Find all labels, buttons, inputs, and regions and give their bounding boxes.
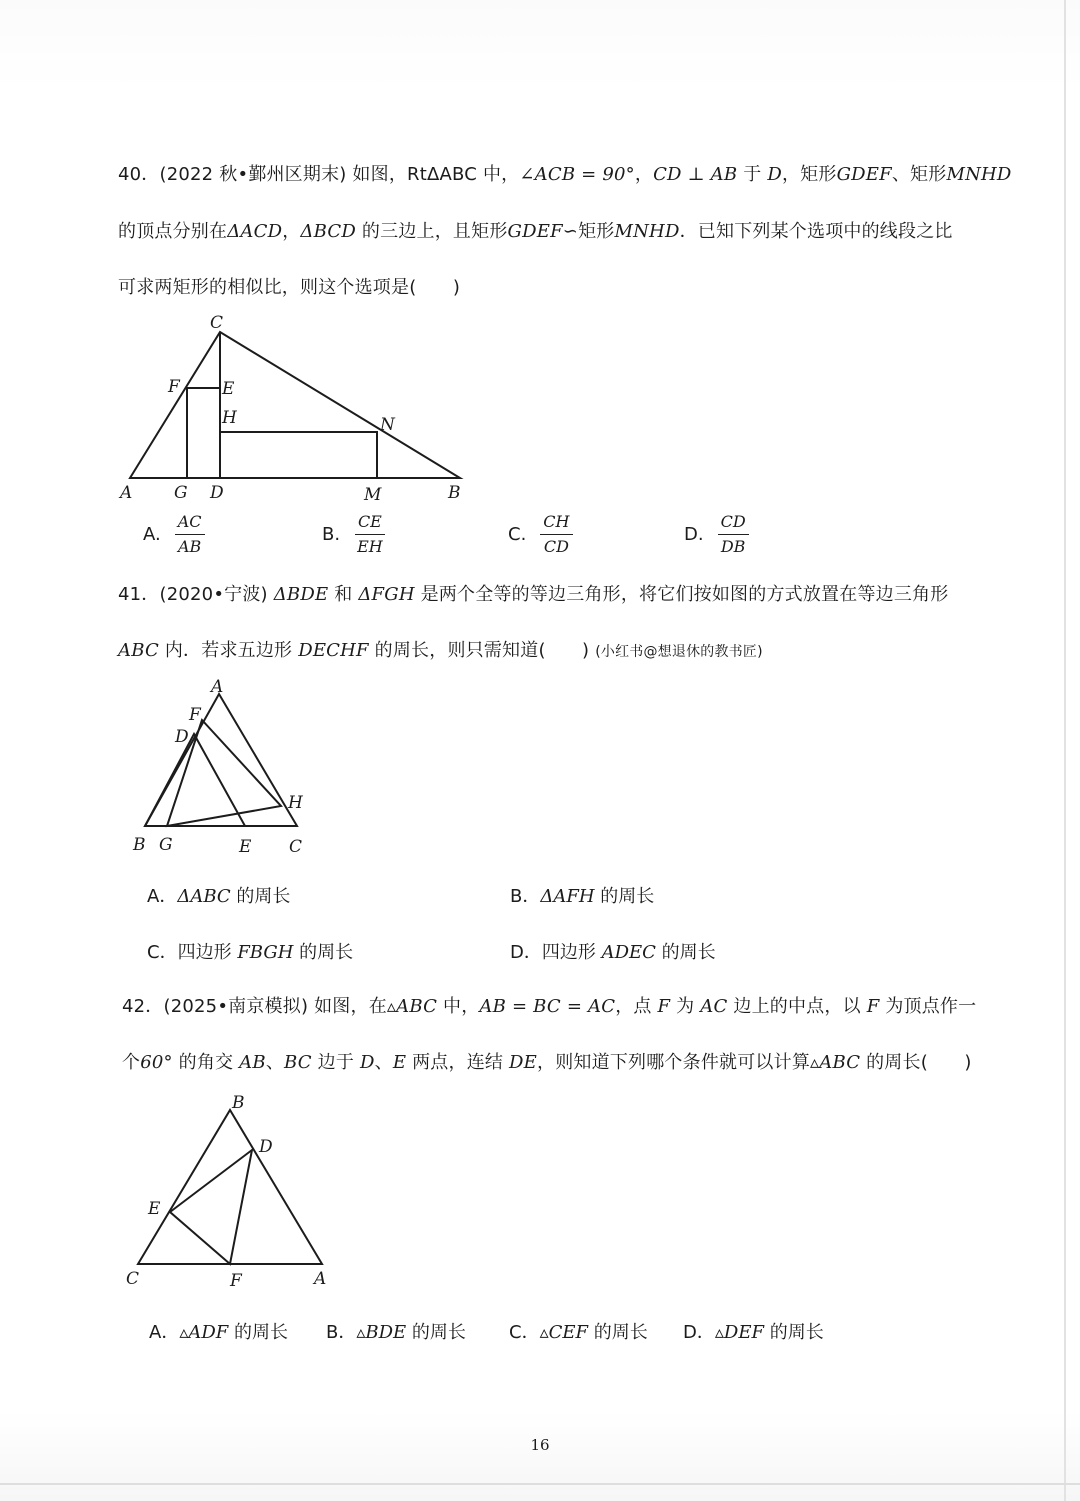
label-G: G [174,483,188,503]
triangle-abc [130,332,460,478]
label-B: B [232,1093,245,1113]
label-A: A [120,483,133,503]
label-H: H [288,793,303,813]
watermark-note: (小红书@想退休的教书匠) [595,644,763,660]
label-A: A [211,677,224,697]
q41-option-a[interactable]: A．ΔABC 的周长 [147,886,291,907]
q40-option-d[interactable]: D. $\frac{CD}{DB}$ [684,512,749,557]
label-E: E [148,1199,161,1219]
q42-figure [118,1088,348,1293]
label-G: G [159,835,173,855]
q42-option-a[interactable]: A．▵ADF 的周长 [149,1322,289,1343]
label-N: N [380,415,395,435]
q41-figure [125,672,325,862]
triangle-def [170,1150,252,1264]
label-B: B [133,835,146,855]
label-C: C [210,313,224,333]
q42-line-2: 个60° 的角交 AB、BC 边于 D、E 两点，连结 DE，则知道下列哪个条件就可以计算▵ABC 的周长( ) [122,1052,972,1073]
q40-figure [110,306,480,506]
label-F: F [230,1271,242,1291]
label-D: D [259,1137,273,1157]
label-E: E [239,837,252,857]
label-F: F [168,377,180,397]
label-F: F [189,705,201,725]
q42-option-d[interactable]: D．▵DEF 的周长 [683,1322,824,1343]
q40-option-b[interactable]: B. $\frac{CE}{EH}$ [322,512,386,557]
triangle-bde [145,734,245,826]
q42-line-1: 42．(2025•南京模拟) 如图，在▵ABC 中，AB = BC = AC，点 F 为 AC 边上的中点，以 F 为顶点作一 [122,996,977,1017]
label-E: E [222,379,235,399]
q42-option-c[interactable]: C．▵CEF 的周长 [509,1322,648,1343]
label-H: H [222,408,237,428]
q40-line-2: 的顶点分别在ΔACD，ΔBCD 的三边上，且矩形GDEF∽矩形MNHD．已知下列某个选项中的线段之比 [118,221,953,242]
rectangle-mnhd [220,432,377,478]
q41-option-c[interactable]: C．四边形 FBGH 的周长 [147,942,354,963]
q41-option-b[interactable]: B．ΔAFH 的周长 [510,886,655,907]
rectangle-gdef [187,388,220,478]
page-edge [0,1483,1080,1485]
q41-option-d[interactable]: D．四边形 ADEC 的周长 [510,942,716,963]
label-A: A [314,1269,327,1289]
q40-option-c[interactable]: C. $\frac{CH}{CD}$ [508,512,573,557]
label-D: D [175,727,189,747]
q42-option-b[interactable]: B．▵BDE 的周长 [326,1322,466,1343]
q40-option-a[interactable]: A. $\frac{AC}{AB}$ [143,512,205,557]
q41-line-2: ABC 内．若求五边形 DECHF 的周长，则只需知道( ) (小红书@想退休的教书匠) [118,640,763,661]
page-edge [1064,0,1066,1501]
q40-line-1: 40．(2022 秋•鄞州区期末) 如图，RtΔABC 中，∠ACB = 90°，CD ⊥ AB 于 D，矩形GDEF、矩形MNHD [118,164,1012,185]
label-B: B [448,483,461,503]
q41-line-1: 41．(2020•宁波) ΔBDE 和 ΔFGH 是两个全等的等边三角形，将它们按如图的方式放置在等边三角形 [118,584,949,605]
label-C: C [126,1269,140,1289]
q40-line-3: 可求两矩形的相似比，则这个选项是( ) [118,277,461,298]
triangle-abc [138,1110,322,1264]
page-number: 16 [530,1436,550,1454]
label-M: M [364,485,382,505]
label-D: D [210,483,224,503]
label-C: C [289,837,303,857]
